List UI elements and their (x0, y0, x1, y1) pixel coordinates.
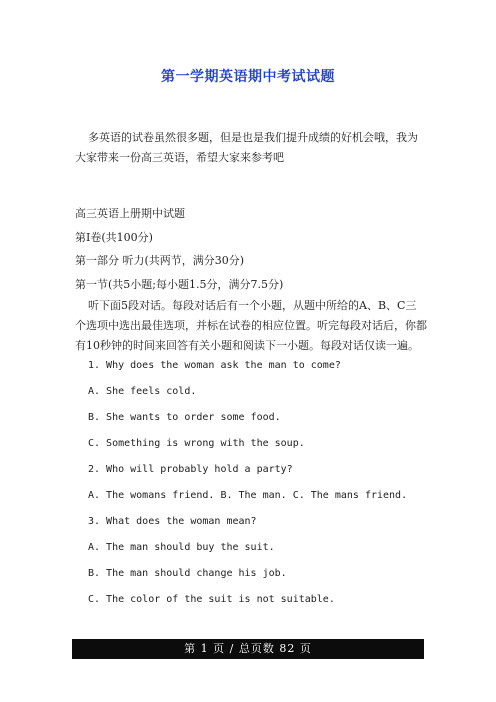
option-line: B. She wants to order some food. (88, 412, 281, 423)
option-line: A. The womans friend. B. The man. C. The mans friend. (88, 490, 408, 501)
intro-paragraph: 多英语的试卷虽然很多题，但是也是我们提升成绩的好机会哦，我为大家带来一份高三英语，希望大家来参考吧 (75, 131, 418, 164)
option-line: B. The man should change his job. (88, 568, 287, 579)
option-line: A. The man should buy the suit. (88, 542, 275, 553)
page-footer: 第 1 页 / 总页数 82 页 (72, 639, 424, 659)
option-line: C. The color of the suit is not suitable. (88, 594, 335, 605)
exam-name: 高三英语上册期中试题 (75, 207, 185, 220)
question-line: 2. Who will probably hold a party? (88, 464, 293, 475)
volume-heading: 第Ⅰ卷(共100分) (75, 231, 153, 244)
question-line: 3. What does the woman mean? (88, 516, 257, 527)
option-line: A. She feels cold. (88, 386, 197, 397)
part-heading: 第一部分 听力(共两节，满分30分) (75, 254, 245, 267)
question-line: 1. Why does the woman ask the man to come? (88, 360, 341, 371)
instructions-paragraph: 听下面5段对话。每段对话后有一个小题，从题中所给的A、B、C三个选项中选出最佳选项，并标在试卷的相应位置。听完每段对话后，你都有10秒钟的时间来回答有关小题和阅读下一小题。每段对话仅读一遍。 (75, 299, 427, 352)
page-title: 第一学期英语期中考试试题 (161, 69, 335, 85)
option-line: C. Something is wrong with the soup. (88, 438, 305, 449)
section-heading: 第一节(共5小题;每小题1.5分，满分7.5分) (75, 278, 284, 291)
